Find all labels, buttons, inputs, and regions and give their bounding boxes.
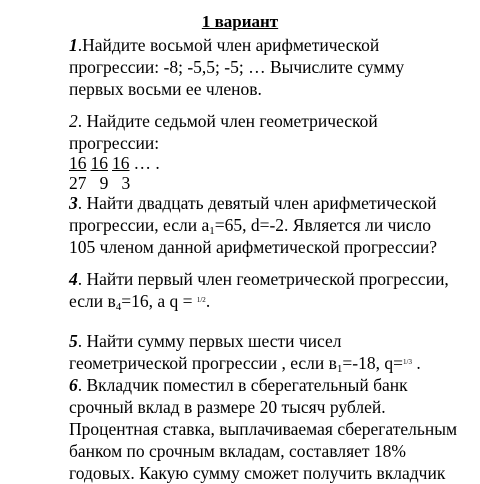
task6-line2: срочный вклад в размере 20 тысяч рублей. xyxy=(69,397,386,417)
task2-line1: 2. Найдите седьмой член геометрической xyxy=(69,111,378,131)
variant-title: 1 вариант xyxy=(201,12,279,31)
task3-line2: прогрессии, если $a_1=65$, d=-2. Является ли число xyxy=(69,215,431,237)
task5-line1: 5. Найти сумму первых шести чисел xyxy=(69,331,342,351)
task1-line2: прогрессии: -8; -5,5; -5; … Вычислите сумму xyxy=(69,57,405,77)
task5-number: 5 xyxy=(69,331,78,351)
task4-number: 4 xyxy=(69,269,78,289)
task2-line2: прогрессии: xyxy=(69,133,160,153)
task2-fractions-numerators xyxy=(69,152,160,174)
task2-number: 2 xyxy=(69,111,78,131)
task4-line1: 4. Найти первый член геометрической прогрессии, xyxy=(69,269,449,289)
task1-line3: первых восьми ее членов. xyxy=(69,79,262,99)
task3-line1: 3. Найти двадцать девятый член арифметической xyxy=(69,193,437,213)
task2-fractions-denominators: 27 9 3 xyxy=(69,173,131,193)
task3-line3: 105 членом данной арифметической прогрессии? xyxy=(69,237,438,257)
q-fraction: 1/2 xyxy=(196,296,206,304)
task1-line1: 1.Найдите восьмой член арифметической xyxy=(69,35,380,55)
task6-number: 6 xyxy=(69,375,78,395)
sequence-ellipsis: … . xyxy=(133,153,160,173)
task3-number: 3 xyxy=(69,193,78,213)
q-fraction: 1/3 xyxy=(403,358,412,366)
task6-line3: Процентная ставка, выплачиваемая сберегательным xyxy=(69,419,458,439)
fraction-numerator: 16 xyxy=(90,153,108,173)
task6-line4: банком по срочным вкладам, составляет 18% xyxy=(69,441,406,461)
task6-line5: годовых. Какую сумму сможет получить вкладчик xyxy=(69,463,446,483)
task1-number: 1 xyxy=(69,35,78,55)
fraction-numerator: 16 xyxy=(69,153,87,173)
fraction-numerator: 16 xyxy=(112,153,130,173)
task6-line1: 6. Вкладчик поместил в сберегательный банк xyxy=(69,375,408,395)
task4-line2: если $в_4=16$, а q = $^{1/2}$. xyxy=(69,291,211,313)
task5-line2: геометрической прогрессии , если $в_1=-18$, q=$^{1/3}$ . xyxy=(69,353,421,375)
